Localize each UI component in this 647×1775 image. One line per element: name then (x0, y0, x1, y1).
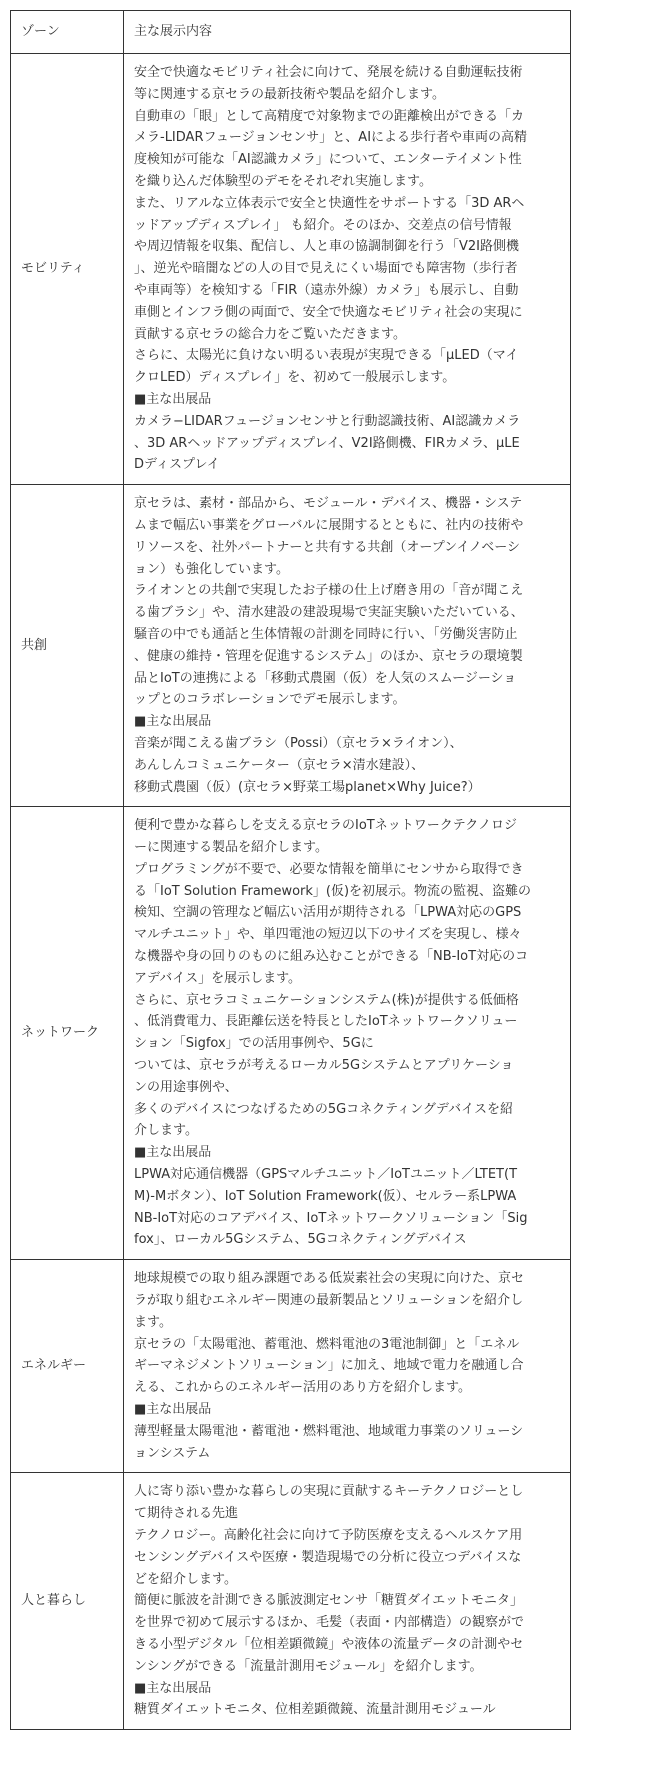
content-line: ついては、京セラが考えるローカル5Gシステムとアプリケーショ (134, 1058, 514, 1074)
content-line: ョンシステム (134, 1445, 211, 1461)
content-line: な機器や身の回りのものに組み込むことができる「NB-IoT対応のコ (134, 949, 529, 965)
content-line: ■主な出展品 (134, 714, 212, 730)
content-line: リソースを、社外パートナーと共有する共創（オープンイノベーシ (134, 539, 520, 555)
content-line: ーに関連する製品を紹介します。 (134, 840, 328, 856)
content-line: 騒音の中でも通話と生体情報の計測を同時に行い、「労働災害防止 (134, 626, 518, 642)
content-line: や周辺情報を収集、配信し、人と車の協調制御を行う「V2I路側機 (134, 239, 519, 255)
content-line: ンの用途事例や、 (134, 1079, 238, 1095)
content-line: さらに、京セラコミュニケーションシステム(株)が提供する低価格 (134, 992, 519, 1008)
content-line: える、これからのエネルギー活用のあり方を紹介します。 (134, 1380, 471, 1396)
content-line: ■主な出展品 (134, 391, 212, 407)
zone-cell: エネルギー (11, 1260, 124, 1473)
header-zone: ゾーン (11, 11, 124, 54)
content-line: メラ-LIDARフュージョンセンサ」と、AIによる歩行者や車両の高精 (134, 130, 528, 146)
content-cell (124, 807, 571, 1260)
table-body (11, 54, 571, 1730)
content-line: ギーマネジメントソリューション」に加え、地域で電力を融通し合 (134, 1358, 524, 1374)
table-header-row (11, 11, 571, 54)
content-cell (124, 485, 571, 807)
content-line: さらに、太陽光に負けない明るい表現が実現できる「µLED（マイ (134, 348, 519, 364)
content-line: や車両等）を検知する「FIR（遠赤外線）カメラ」も展示し、自動 (134, 282, 519, 298)
content-line: 京セラは、素材・部品から、モジュール・デバイス、機器・システ (134, 496, 523, 512)
content-line: 検知、空調の管理など幅広い活用が期待される「LPWA対応のGPS (134, 905, 522, 921)
header-content: 主な展示内容 (124, 11, 571, 54)
content-line: て期待される先進 (134, 1506, 239, 1522)
content-line: ション「Sigfox」での活用事例や、5Gに (134, 1036, 374, 1052)
content-line: 、健康の維持・管理を促進するシステム」のほか、京セラの環境製 (134, 648, 523, 664)
content-line: テクノロジー。高齢化社会に向けて予防医療を支えるヘルスケア用 (134, 1528, 523, 1543)
content-cell (124, 1260, 571, 1473)
content-line: 等に関連する京セラの最新技術や製品を紹介します。 (134, 86, 445, 102)
content-line: カメラ−LIDARフュージョンセンサと行動認識技術、AI認識カメラ (134, 413, 521, 429)
content-line: 音楽が聞こえる歯ブラシ（Possi）（京セラ×ライオン）、 (134, 735, 463, 751)
content-line: 糖質ダイエットモニタ、位相差顕微鏡、流量計測用モジュール (134, 1702, 496, 1718)
content-line: ョン）も強化しています。 (134, 561, 289, 577)
content-line: センシングデバイスや医療・製造現場での分析に役立つデバイスな (134, 1549, 522, 1565)
content-line: 京セラの「太陽電池、蓄電池、燃料電池の3電池制御」と「エネル (134, 1336, 520, 1352)
content-line: きる小型デジタル「位相差顕微鏡」や液体の流量データの計測やセ (134, 1636, 524, 1652)
content-line: アデバイス」を展示します。 (134, 970, 302, 986)
content-line: fox」、ローカル5Gシステム、5Gコネクティングデバイス (134, 1232, 467, 1248)
content-line: 安全で快適なモビリティ社会に向けて、発展を続ける自動運転技術 (134, 65, 523, 80)
content-line: Dディスプレイ (134, 457, 220, 473)
content-line: NB-IoT対応のコアデバイス、IoTネットワークソリューション「Sig (134, 1210, 528, 1226)
content-line: ラが取り組むエネルギー関連の最新製品とソリューションを紹介し (134, 1293, 524, 1309)
content-line: 度検知が可能な「AI認識カメラ」について、エンターテイメント性 (134, 152, 522, 168)
content-line: 簡便に脈波を計測できる脈波測定センサ「糖質ダイエットモニタ」 (134, 1593, 523, 1609)
content-line: 介します。 (134, 1123, 198, 1139)
content-line: 」、逆光や暗闇などの人の目で見えにくい場面でも障害物（歩行者 (134, 261, 518, 277)
content-line: マルチユニット」や、単四電池の短辺以下のサイズを実現し、様々 (134, 927, 522, 943)
content-line: M)-Mボタン）、IoT Solution Framework(仮）、セルラー系LPWA (134, 1188, 517, 1204)
content-line: また、リアルな立体表示で安全と快適性をサポートする「3D ARヘ (134, 195, 525, 211)
content-line: 移動式農園（仮）(京セラ×野菜工場planet×Why Juice?） (134, 779, 481, 795)
content-line: 人に寄り添い豊かな暮らしの実現に貢献するキーテクノロジーとし (134, 1484, 524, 1500)
content-line: ッドアップディスプレイ」 も紹介。そのほか、交差点の信号情報 (134, 217, 512, 233)
content-line: 車側とインフラ側の両面で、安全で快適なモビリティ社会の実現に (134, 304, 523, 320)
content-line: ます。 (134, 1314, 172, 1330)
zone-cell: ネットワーク (11, 807, 124, 1260)
content-line: 貢献する京セラの総合力をご覧いただきます。 (134, 326, 406, 342)
content-line: を世界で初めて展示するほか、毛髪（表面・内部構造）の観察がで (134, 1615, 525, 1631)
content-line: る「IoT Solution Framework」(仮)を初展示。物流の監視、盗難の (134, 883, 532, 899)
content-line: プログラミングが不要で、必要な情報を簡単にセンサから取得でき (134, 861, 524, 877)
content-line: ンシングができる「流量計測用モジュール」を紹介します。 (134, 1658, 483, 1674)
content-line: ムまで幅広い事業をグローバルに展開するとともに、社内の技術や (134, 517, 524, 533)
content-line: ■主な出展品 (134, 1402, 212, 1418)
table-row (11, 485, 571, 807)
zone-cell: モビリティ (11, 54, 124, 485)
table-row (11, 54, 571, 485)
content-line: 地球規模での取り組み課題である低炭素社会の実現に向けた、京セ (134, 1271, 525, 1287)
content-line: どを紹介します。 (134, 1571, 237, 1587)
table-row (11, 807, 571, 1260)
content-line: 薄型軽量太陽電池・蓄電池・燃料電池、地域電力事業のソリューシ (134, 1423, 524, 1439)
content-line: を織り込んだ体験型のデモをそれぞれ実施します。 (134, 173, 432, 189)
content-line: ライオンとの共創で実現したお子様の仕上げ磨き用の「音が聞こえ (134, 583, 524, 599)
content-line: 、3D ARヘッドアップディスプレイ、V2I路側機、FIRカメラ、µLE (134, 435, 520, 451)
content-line: クロLED）ディスプレイ」を、初めて一般展示します。 (134, 370, 456, 386)
exhibit-table (10, 10, 571, 1730)
content-line: ■主な出展品 (134, 1145, 212, 1161)
content-line: 多くのデバイスにつなげるための5Gコネクティングデバイスを紹 (134, 1101, 513, 1117)
content-line: 便利で豊かな暮らしを支える京セラのIoTネットワークテクノロジ (134, 818, 517, 834)
table-row (11, 1473, 571, 1730)
content-line: 自動車の「眼」として高精度で対象物までの距離検出ができる「カ (134, 108, 525, 124)
zone-cell: 共創 (11, 485, 124, 807)
table-row (11, 1260, 571, 1473)
content-line: LPWA対応通信機器（GPSマルチユニット／IoTユニット／LTET(T (134, 1167, 518, 1183)
content-line: ■主な出展品 (134, 1680, 212, 1696)
zone-cell: 人と暮らし (11, 1473, 124, 1730)
content-line: あんしんコミュニケーター（京セラ×清水建設）、 (134, 757, 425, 773)
content-cell (124, 1473, 571, 1730)
content-line: る歯ブラシ」や、清水建設の建設現場で実証実験いただいている、 (134, 605, 524, 621)
content-line: 、低消費電力、長距離伝送を特長としたIoTネットワークソリュー (134, 1014, 518, 1030)
content-line: 品とIoTの連携による「移動式農園（仮）を人気のスムージーショ (134, 670, 517, 686)
content-cell (124, 54, 571, 485)
content-line: ップとのコラボレーションでデモ展示します。 (134, 692, 406, 708)
